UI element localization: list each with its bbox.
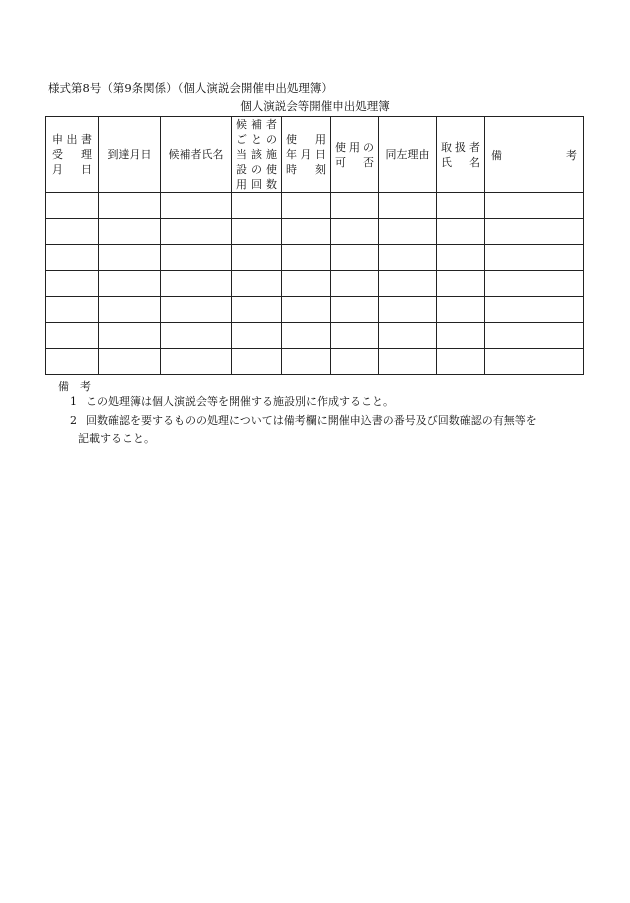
table-cell[interactable] bbox=[485, 323, 584, 349]
table-cell[interactable] bbox=[379, 271, 437, 297]
table-cell[interactable] bbox=[46, 349, 99, 375]
table-cell[interactable] bbox=[437, 349, 485, 375]
table-cell[interactable] bbox=[282, 323, 331, 349]
form-number: 様式第8号（第9条関係）（個人演説会開催申出処理簿） bbox=[48, 81, 333, 95]
table-cell[interactable] bbox=[232, 271, 282, 297]
table-cell[interactable] bbox=[99, 297, 161, 323]
table-cell[interactable] bbox=[161, 271, 232, 297]
table-cell[interactable] bbox=[161, 323, 232, 349]
header-reason: 同左理由 bbox=[379, 117, 437, 193]
table-header-row bbox=[46, 117, 584, 193]
header-remarks: 備 考 bbox=[485, 117, 584, 193]
table-cell[interactable] bbox=[437, 297, 485, 323]
table-cell[interactable] bbox=[331, 297, 379, 323]
note-item-2: 2 回数確認を要するものの処理については備考欄に開催申込書の番号及び回数確認の有無等を bbox=[70, 414, 537, 427]
table-cell[interactable] bbox=[379, 193, 437, 219]
table-cell[interactable] bbox=[99, 245, 161, 271]
table-cell[interactable] bbox=[232, 297, 282, 323]
table-cell[interactable] bbox=[232, 245, 282, 271]
header-handler-name: 取扱者 氏 名 bbox=[437, 117, 485, 193]
header-usage-datetime: 使 用 年月日 時 刻 bbox=[282, 117, 331, 193]
table-row bbox=[46, 349, 584, 375]
table-row bbox=[46, 271, 584, 297]
table-cell[interactable] bbox=[46, 193, 99, 219]
table-cell[interactable] bbox=[437, 245, 485, 271]
note-item-1: 1 この処理簿は個人演説会等を開催する施設別に作成すること。 bbox=[70, 395, 394, 408]
table-cell[interactable] bbox=[232, 219, 282, 245]
table-cell[interactable] bbox=[232, 323, 282, 349]
table-cell[interactable] bbox=[46, 297, 99, 323]
header-usage-approval: 使用の 可 否 bbox=[331, 117, 379, 193]
table-cell[interactable] bbox=[437, 271, 485, 297]
table-cell[interactable] bbox=[379, 219, 437, 245]
table-cell[interactable] bbox=[46, 271, 99, 297]
table-cell[interactable] bbox=[99, 219, 161, 245]
table-cell[interactable] bbox=[232, 349, 282, 375]
table-cell[interactable] bbox=[46, 245, 99, 271]
table-cell[interactable] bbox=[282, 349, 331, 375]
table-cell[interactable] bbox=[99, 193, 161, 219]
table-cell[interactable] bbox=[331, 271, 379, 297]
header-usage-count: 候補者 ごとの 当該施 設の使 用回数 bbox=[232, 117, 282, 193]
table-cell[interactable] bbox=[485, 349, 584, 375]
table-cell[interactable] bbox=[161, 349, 232, 375]
header-arrival-date: 到達月日 bbox=[99, 117, 161, 193]
table-row bbox=[46, 323, 584, 349]
table-row bbox=[46, 219, 584, 245]
notes-title: 備 考 bbox=[58, 380, 91, 393]
table-cell[interactable] bbox=[282, 271, 331, 297]
table-cell[interactable] bbox=[46, 323, 99, 349]
table-cell[interactable] bbox=[437, 219, 485, 245]
table-cell[interactable] bbox=[282, 297, 331, 323]
table-cell[interactable] bbox=[282, 245, 331, 271]
table-row bbox=[46, 193, 584, 219]
table-row bbox=[46, 245, 584, 271]
table-cell[interactable] bbox=[379, 323, 437, 349]
table-cell[interactable] bbox=[232, 193, 282, 219]
table-cell[interactable] bbox=[331, 219, 379, 245]
table-cell[interactable] bbox=[161, 219, 232, 245]
table-cell[interactable] bbox=[99, 323, 161, 349]
header-receipt-date: 申出書 受 理 月 日 bbox=[46, 117, 99, 193]
table-cell[interactable] bbox=[46, 219, 99, 245]
note-item-2-continuation: 記載すること。 bbox=[78, 432, 155, 445]
table-cell[interactable] bbox=[379, 349, 437, 375]
table-cell[interactable] bbox=[282, 219, 331, 245]
table-cell[interactable] bbox=[161, 193, 232, 219]
table-cell[interactable] bbox=[331, 193, 379, 219]
table-cell[interactable] bbox=[331, 323, 379, 349]
ledger-table bbox=[45, 116, 584, 375]
table-cell[interactable] bbox=[379, 245, 437, 271]
table-row bbox=[46, 297, 584, 323]
ledger-title: 個人演説会等開催申出処理簿 bbox=[240, 99, 390, 113]
table-cell[interactable] bbox=[161, 245, 232, 271]
table-cell[interactable] bbox=[99, 349, 161, 375]
table-cell[interactable] bbox=[379, 297, 437, 323]
table-cell[interactable] bbox=[437, 193, 485, 219]
table-cell[interactable] bbox=[161, 297, 232, 323]
table-cell[interactable] bbox=[485, 245, 584, 271]
table-cell[interactable] bbox=[485, 219, 584, 245]
table-cell[interactable] bbox=[485, 271, 584, 297]
table-cell[interactable] bbox=[331, 349, 379, 375]
table-cell[interactable] bbox=[331, 245, 379, 271]
table-cell[interactable] bbox=[99, 271, 161, 297]
table-cell[interactable] bbox=[437, 323, 485, 349]
table-cell[interactable] bbox=[485, 193, 584, 219]
table-cell[interactable] bbox=[485, 297, 584, 323]
table-cell[interactable] bbox=[282, 193, 331, 219]
header-candidate-name: 候補者氏名 bbox=[161, 117, 232, 193]
